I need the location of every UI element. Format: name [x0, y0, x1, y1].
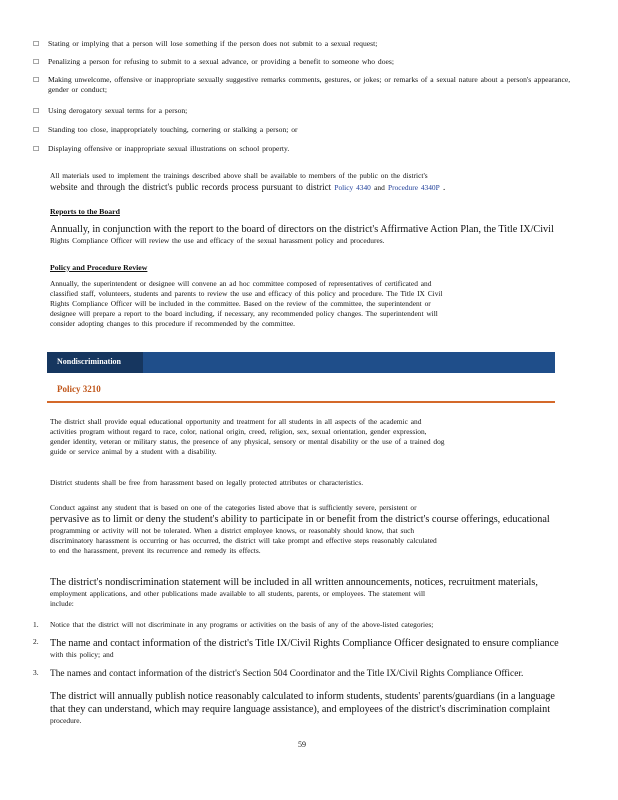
review-line: Rights Compliance Officer will be included in the committee. Based on the review of the committee, the superintendent or [50, 299, 431, 308]
paragraph-line: pervasive as to limit or deny the student's ability to participate in or benefit from the district's course offerings, educational [50, 514, 550, 525]
paragraph-line: The district will annually publish notice reasonably calculated to inform students, students' parents/guardians (in a language [50, 691, 555, 702]
page-number: 59 [298, 740, 306, 749]
item-text-line: with this policy; and [50, 650, 114, 659]
paragraph-line: activities program without regard to race, color, national origin, creed, religion, sex, sexual orientation, gender expression, [50, 427, 427, 436]
item-number: 2. [33, 637, 39, 646]
checkbox-bullet-icon: ☐ [33, 58, 40, 66]
and-text: and [374, 183, 385, 192]
item-text-line: The name and contact information of the district's Title IX/Civil Rights Compliance Officer designated to ensure compliance [50, 638, 559, 649]
review-line: Annually, the superintendent or designee will convene an ad hoc committee composed of representatives of certificated and [50, 279, 432, 288]
section-title: Nondiscrimination [57, 357, 122, 366]
reports-line: Annually, in conjunction with the report to the board of directors on the district's Affirmative Action Plan, the Title IX/Civil [50, 224, 554, 235]
conduct-paragraph [50, 503, 570, 556]
harassment-free-paragraph: District students shall be free from harassment based on legally protected attributes or characteristics. [50, 478, 364, 487]
review-heading: Policy and Procedure Review [50, 263, 148, 272]
checkbox-bullet-icon: ☐ [33, 40, 40, 48]
annual-notice-paragraph [50, 690, 570, 726]
policy-link[interactable]: Policy 4340 [334, 183, 371, 192]
checkbox-bullet-icon: ☐ [33, 126, 40, 134]
checkbox-bullet-icon: ☐ [33, 76, 40, 84]
paragraph-line: employment applications, and other publications made available to all students, parents, or employees. The statement will [50, 589, 426, 598]
paragraph-line: that they can understand, which may require language assistance), and employees of the district's discrimination complaint [50, 704, 551, 715]
paragraph-line: The district shall provide equal educational opportunity and treatment for all students in all aspects of the academic and [50, 417, 422, 426]
paragraph-line: include: [50, 599, 74, 608]
materials-line [50, 181, 570, 193]
paragraph-line: The district's nondiscrimination statement will be included in all written announcements, notices, recruitment materials, [50, 577, 538, 588]
policy-label: Policy 3210 [57, 384, 101, 394]
paragraph-line: gender identity, veteran or military status, the presence of any physical, sensory or mental disability or the use of a trained dog [50, 437, 445, 446]
materials-line: All materials used to implement the trainings described above shall be available to members of the public on the district's [50, 171, 428, 180]
section-bar [47, 352, 555, 373]
item-text [50, 637, 570, 660]
reports-line: Rights Compliance Officer will review the use and efficacy of the sexual harassment policy and procedures. [50, 236, 385, 245]
materials-paragraph [50, 171, 570, 193]
reports-paragraph [50, 223, 570, 246]
orange-rule [47, 401, 555, 403]
review-line: designee will prepare a report to the board including, if necessary, any recommended policy changes. The superintendent will [50, 309, 438, 318]
document-page: ☐ Stating or implying that a person will lose something if the person does not submit to a sexual request; ☐ Penalizing a person for refusing to submit to a sexual advance, or providing a benefit to someone who does; ☐ Making unwelcome, offensive or inappropriate sexually suggestive remarks comments, gestures, or jokes; or remarks of a sexual nature about a person's appearance, gender or conduct; ☐ Using derogatory sexual terms for a person; ☐ Standing too close, inappropriately touching, cornering or stalking a person; or ☐ Displaying offensive or inappropriate sexual illustrations on school property. All materials used to implement the trainings described above shall be available to members of the public on the district's website and through the district's public records process pursuant to district Policy 4340 and Procedure 4340P . Reports to the Board Annually, in conjunction with the report to the board of directors on the district's Affirmative Action Plan, the Title IX/Civil Rights Compliance Officer will review the use and efficacy of the sexual harassment policy and procedures. Policy and Procedure Review Annually, the superintendent or designee will convene an ad hoc committee composed of representatives of certificated and classified staff, volunteers, students and parents to review the use and efficacy of this policy and procedure. The Title IX Civil Rights Compliance Officer will be included in the committee. Based on the review of the committee, the superintendent or designee will prepare a report to the board including, if necessary, any recommended policy changes. The superintendent will consider adopting changes to this procedure if recommended by the committee. Nondiscrimination Policy 3210 The district shall provide equal educational opportunity and treatment for all students in all aspects of the academic and activities program without regard to race, color, national origin, creed, religion, sex, sexual orientation, gender expression, gender identity, veteran or military status, the presence of any physical, sensory or mental disability or the use of a trained dog guide or service animal by a student with a disability. District students shall be free from harassment based on legally protected attributes or characteristics. Conduct against any student that is based on one of the categories listed above that is sufficiently severe, persistent or pervasive as to limit or deny the student's ability to participate in or benefit from the district's course offerings, educational programming or activity will not be tolerated. When a district employee knows, or reasonably should know, that such discriminatory harassment is occurring or has occurred, the district will take prompt and effective steps reasonably calculated to end the harassment, prevent its recurrence and remedy its effects. The district's nondiscrimination statement will be included in all written announcements, notices, recruitment materials, employment applications, and other publications made available to all students, parents, or employees. The statement will include: 1. Notice that the district will not discriminate in any programs or activities on the basis of any of the above-listed categories; 2. The name and contact information of the district's Title IX/Civil Rights Compliance Officer designated to ensure compliance with this policy; and 3. The names and contact information of the district's Section 504 Coordinator and the Title IX/Civil Rights Compliance Officer. The district will annually publish notice reasonably calculated to inform students, students' parents/guardians (in a language that they can understand, which may require language assistance), and employees of the district's discrimination complaint procedure. 59 [33, 39, 571, 749]
procedure-link[interactable]: Procedure 4340P [388, 183, 440, 192]
period-text: . [442, 182, 446, 192]
item-text: Notice that the district will not discriminate in any programs or activities on the basis of any of the above-listed categories; [50, 620, 434, 629]
nondiscrimination-paragraph [50, 417, 570, 457]
review-line: classified staff, volunteers, students and parents to review the use and efficacy of this policy and procedure. The Title IX Civil [50, 289, 443, 298]
checkbox-bullet-icon: ☐ [33, 145, 40, 153]
statement-paragraph [50, 576, 570, 609]
paragraph-line: procedure. [50, 716, 82, 725]
paragraph-line: programming or activity will not be tolerated. When a district employee knows, or reasonably should know, that such [50, 526, 415, 535]
review-paragraph [50, 279, 570, 329]
item-number: 1. [33, 620, 39, 629]
review-line: consider adopting changes to this procedure if recommended by the committee. [50, 319, 295, 328]
item-number: 3. [33, 668, 39, 677]
paragraph-line: to end the harassment, prevent its recurrence and remedy its effects. [50, 546, 261, 555]
paragraph-line: guide or service animal by a student with a disability. [50, 447, 217, 456]
paragraph-line: discriminatory harassment is occurring or has occurred, the district will take prompt and effective steps reasonably calculated [50, 536, 437, 545]
checkbox-bullet-icon: ☐ [33, 107, 40, 115]
item-text: The names and contact information of the district's Section 504 Coordinator and the Title IX/Civil Rights Compliance Officer. [50, 669, 524, 679]
paragraph-line: Conduct against any student that is based on one of the categories listed above that is sufficiently severe, persistent or [50, 503, 417, 512]
reports-heading: Reports to the Board [50, 207, 120, 216]
materials-text: website and through the district's public records process pursuant to district [50, 182, 332, 192]
